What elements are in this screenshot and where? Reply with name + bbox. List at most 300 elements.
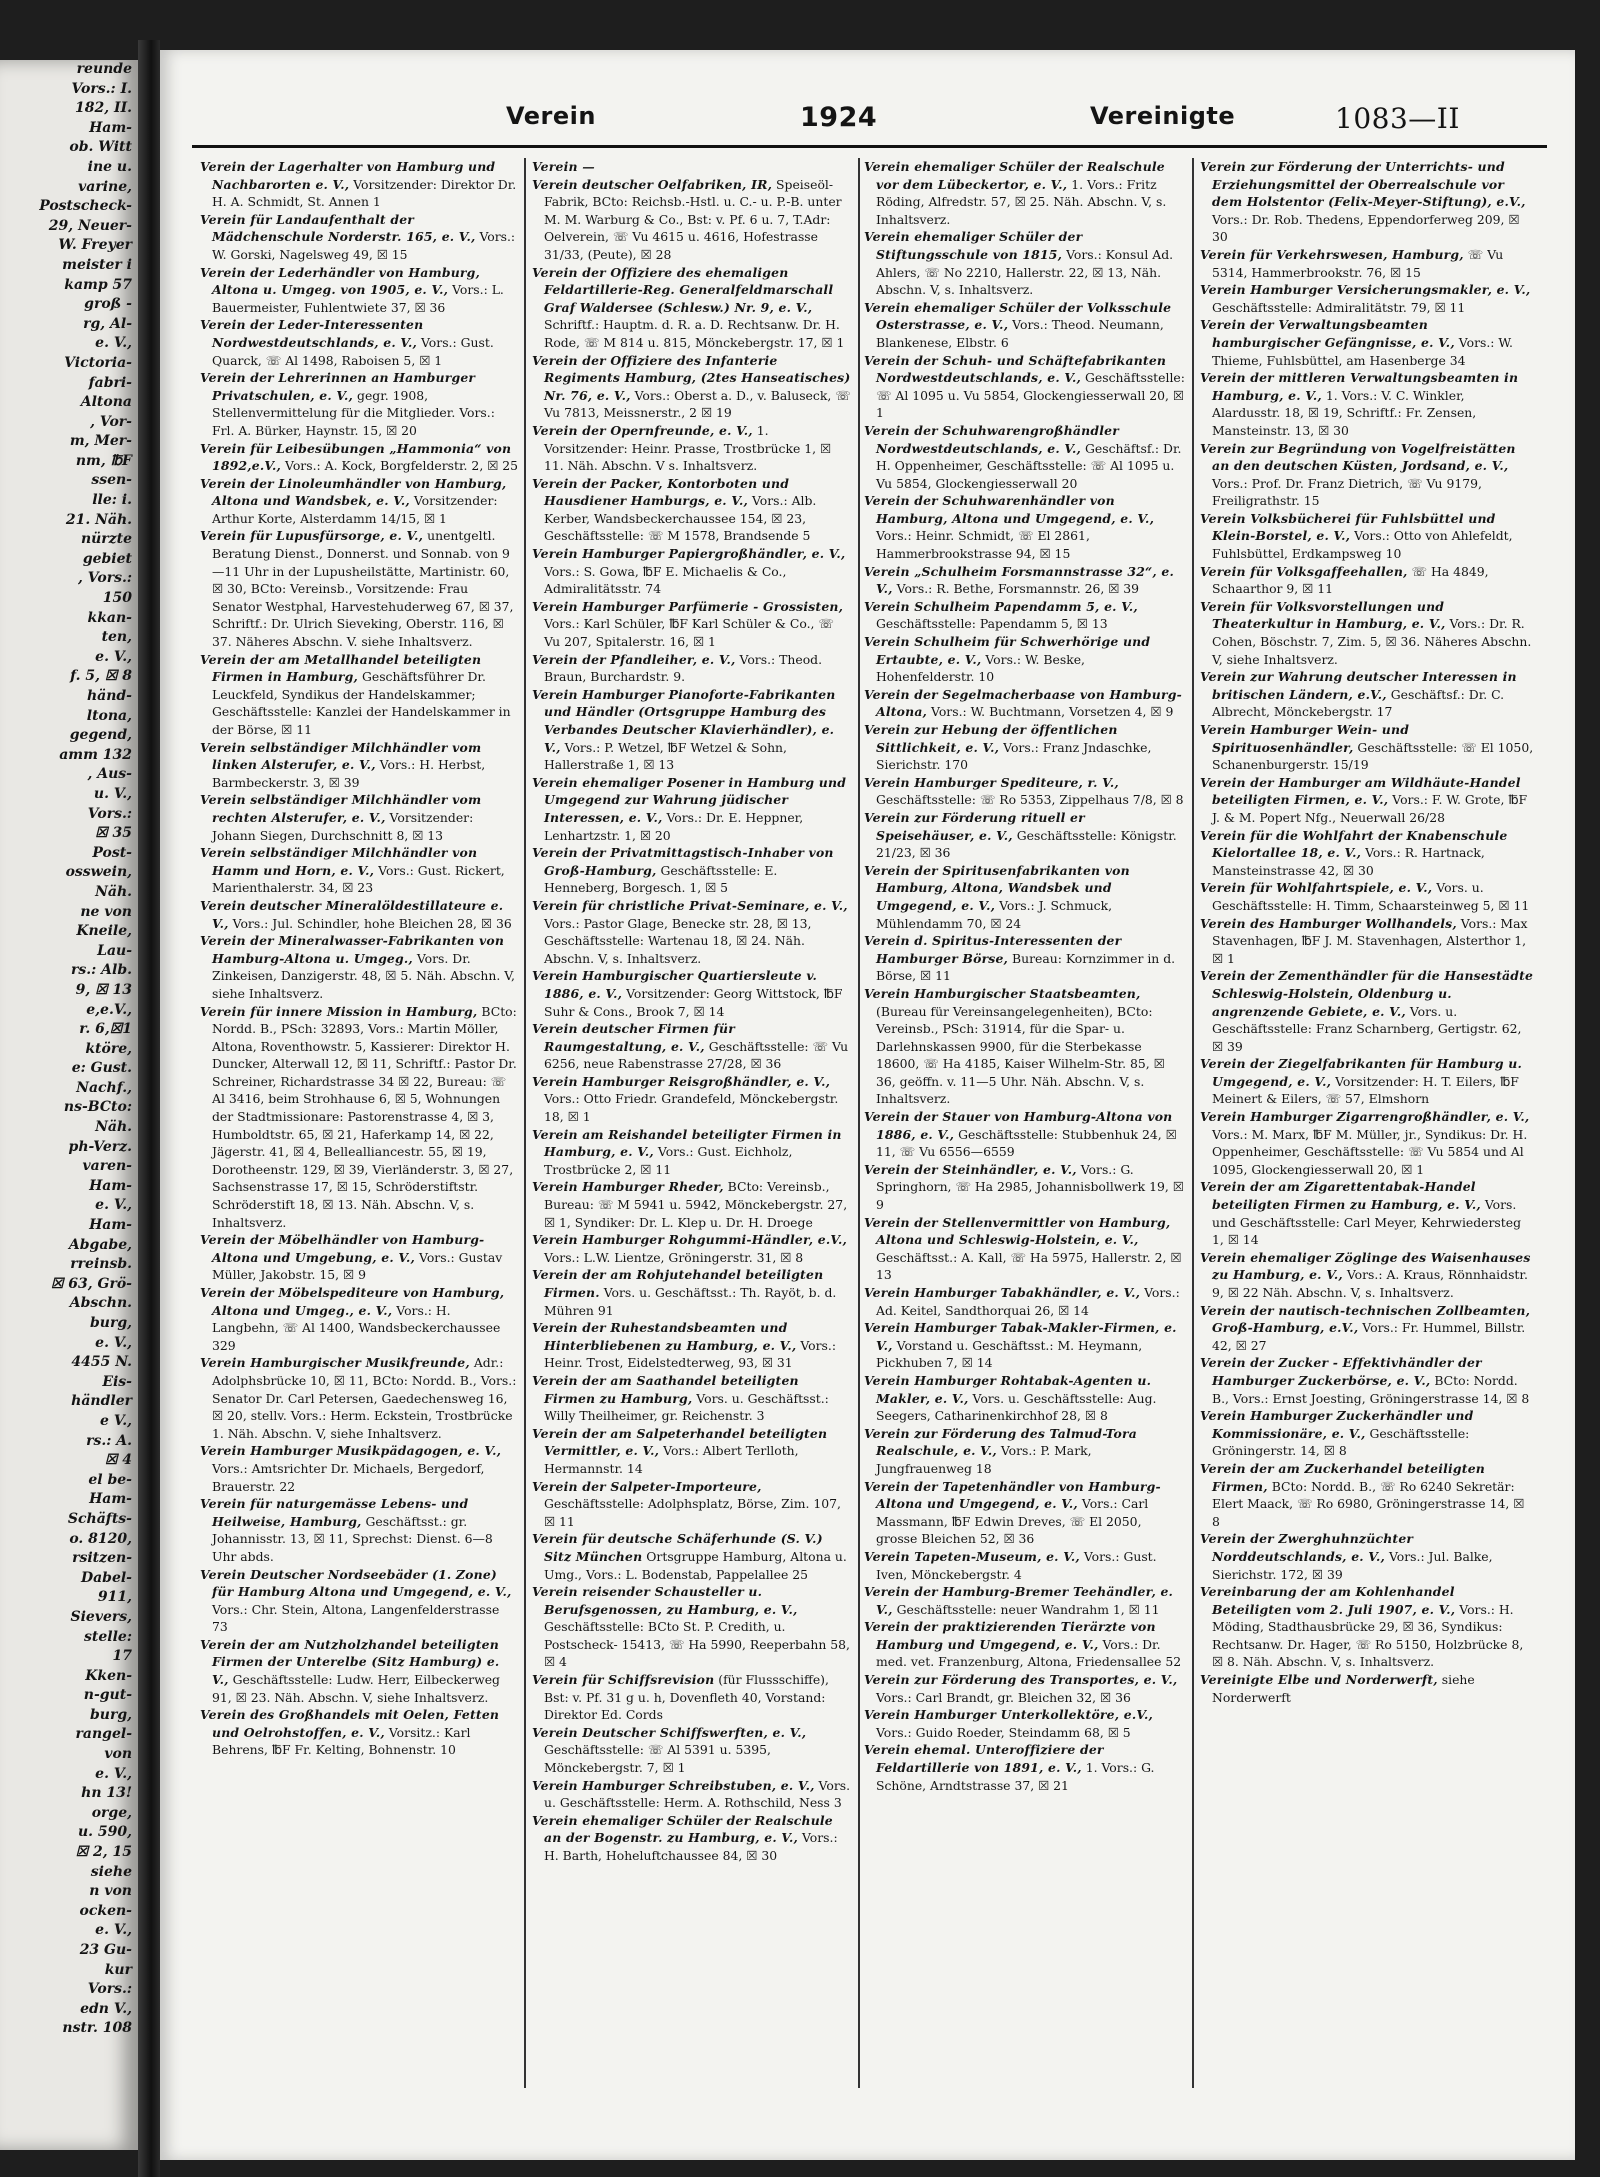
previous-page-fragment: 23 Gu- xyxy=(79,1942,132,1958)
directory-entry xyxy=(1200,1178,1535,1248)
entry-name: Verein für Verkehrswesen, Hamburg, xyxy=(1200,246,1464,262)
entry-details: Vorstand u. Geschäftsst.: M. Heymann, Pickhuben 7, ☒ 14 xyxy=(876,1337,1143,1371)
directory-entry xyxy=(1200,1407,1535,1460)
entry-details: Vors.: P. Wetzel, ℔F Wetzel & Sohn, Hallerstraße 1, ☒ 13 xyxy=(544,739,787,773)
entry-name: Verein zur Hebung der öffentlichen Sittlichkeit, e. V., xyxy=(864,722,1118,755)
entry-name: Verein Hamburger Papiergroßhändler, e. V., xyxy=(532,546,846,562)
entry-details: Geschäftsst.: gr. Johannisstr. 13, ☒ 11, Sprechst: Dienst. 6—8 Uhr abds. xyxy=(212,1513,493,1564)
previous-page-fragment: e. V., xyxy=(95,1765,132,1782)
directory-entry xyxy=(1200,510,1535,563)
entry-name: Verein Hamburgischer Quartiersleute v. 1886, e. V., xyxy=(532,968,818,1001)
entry-details: Vors.: A. Kock, Borgfelderstr. 2, ☒ 25 xyxy=(285,458,518,474)
previous-page-fragment: nm, ℔F xyxy=(75,452,132,469)
entry-details: Vors.: Heinr. Trost, Eidelstedterweg, 93, ☒ 31 xyxy=(544,1337,836,1371)
entry-details: BCto: Nordd. B., ☏ Ro 6240 Sekretär: Elert Maack, ☏ Ro 6980, Gröningerstrasse 14, ☒ 8 xyxy=(1212,1478,1525,1529)
entry-name: Verein Hamburger Musikpädagogen, e. V., xyxy=(200,1443,502,1459)
entry-name: Verein deutscher Firmen für Raumgestaltung, e. V., xyxy=(532,1021,735,1054)
entry-name: Verein der Lehrerinnen an Hamburger Privatschulen, e. V., xyxy=(200,370,476,403)
entry-name: Verein für Lupusfürsorge, e. V., xyxy=(200,528,424,544)
directory-entry xyxy=(200,1636,518,1706)
previous-page-fragment: e. V., xyxy=(95,648,132,665)
entry-details: Vors.: Ad. Keitel, Sandthorquai 26, ☒ 14 xyxy=(876,1285,1180,1318)
entry-details: Geschäftsf.: Dr. H. Oppenheimer, Geschäftsstelle: ☏ Al 1095 u. Vu 5854, Glockengiesserwall 20 xyxy=(876,440,1182,491)
previous-page-fragment: r. 6,☒1 xyxy=(79,1021,132,1038)
entry-name: Verein am Reishandel beteiligter Firmen in Hamburg, e. V., xyxy=(532,1126,842,1160)
entry-name: Vereinbarung der am Kohlenhandel Beteiligten vom 2. Juli 1907, e. V., xyxy=(1200,1584,1456,1617)
entry-details: Vorsitzender: Arthur Korte, Alsterdamm 14/15, ☒ 1 xyxy=(212,493,498,526)
directory-entry xyxy=(1200,281,1535,316)
entry-name: Verein ehemaliger Posener in Hamburg und Umgegend zur Wahrung jüdischer Interessen, e. V., xyxy=(532,774,847,825)
entry-name: Verein Deutscher Nordseebäder (1. Zone) für Hamburg Altona und Umgegend, e. V., xyxy=(200,1566,512,1600)
previous-page-fragment: Nachf., xyxy=(76,1079,132,1096)
directory-entry xyxy=(1200,915,1535,968)
entry-name: Verein für Leibesübungen „Hammonia“ von 1892,e.V., xyxy=(200,440,512,474)
entry-name: Verein Hamburger Rohtabak-Agenten u. Makler, e. V., xyxy=(864,1372,1152,1406)
previous-page-fragment: Post- xyxy=(92,844,132,861)
directory-entry xyxy=(532,651,852,686)
entry-details: Vors.: M. Marx, ℔F M. Müller, jr., Syndikus: Dr. H. Oppenheimer, Geschäftsstelle: ☏ Vu 5854 und Al 1095, Glockengiesserwall 20, ☒ 1 xyxy=(1212,1126,1528,1177)
previous-page-fragment: ocken- xyxy=(79,1902,132,1919)
previous-page-fragment: händ- xyxy=(86,688,132,704)
entry-details: Vors.: H. Barth, Hoheluftchaussee 84, ☒ 30 xyxy=(544,1830,838,1863)
entry-name: Verein der am Zuckerhandel beteiligten Firmen, xyxy=(1200,1460,1486,1494)
previous-page-fragment: Sievers, xyxy=(70,1608,132,1625)
entry-details: Vors.: Fr. Hummel, Billstr. 42, ☒ 27 xyxy=(1212,1320,1526,1353)
entry-name: Verein Hamburger Schreibstuben, e. V., xyxy=(532,1777,815,1793)
previous-page-fragment: gegend, xyxy=(69,727,132,744)
entry-name: Verein der Pfandleiher, e. V., xyxy=(532,651,736,667)
entry-details: Schriftf.: Hauptm. d. R. a. D. Rechtsanw. Dr. H. Rode, ☏ M 814 u. 815, Mönckebergstr. 17, ☒ 1 xyxy=(544,317,845,350)
directory-entry xyxy=(532,897,852,967)
directory-entry xyxy=(864,1425,1186,1478)
previous-page-fragment: fabri- xyxy=(88,374,132,391)
entry-name: Verein der Salpeter-Importeure, xyxy=(532,1478,762,1494)
entry-details: Vors.: Franz Jndaschke, Sierichstr. 170 xyxy=(876,739,1152,773)
entry-details: Vors.: S. Gowa, ℔F E. Michaelis & Co., Admiralitätsstr. 74 xyxy=(544,563,787,597)
directory-entry xyxy=(200,369,518,439)
entry-name: Verein für innere Mission in Hamburg, xyxy=(200,1003,478,1019)
entry-details: Vors.: Dr. R. Cohen, Böschstr. 7, Zim. 5, ☒ 36. Näheres Abschn. V, siehe Inhaltsverz. xyxy=(1212,616,1532,667)
entry-details: Vors.: Theod. Braun, Burchardstr. 9. xyxy=(544,651,823,685)
entry-name: Verein der am Saathandel beteiligten Firmen zu Hamburg, xyxy=(532,1372,799,1406)
entry-name: Verein der Leder-Interessenten Nordwestdeutschlands, e. V., xyxy=(200,317,424,350)
previous-page-fragment: varen- xyxy=(82,1158,132,1175)
directory-entry xyxy=(864,862,1186,932)
previous-page-fragment: rs.: Alb. xyxy=(70,962,132,979)
directory-entry xyxy=(1200,1249,1535,1302)
entry-name: Verein für Wohlfahrtspiele, e. V., xyxy=(1200,880,1433,896)
previous-page-fragment: burg, xyxy=(89,1315,132,1331)
directory-entry xyxy=(200,264,518,317)
directory-entry xyxy=(200,1442,518,1495)
previous-page-fragment: rangel- xyxy=(75,1726,132,1743)
previous-page-fragment: Altona xyxy=(80,394,132,411)
entry-details: Vors.: Chr. Stein, Altona, Langenfelderstrasse 73 xyxy=(212,1601,500,1635)
directory-entry xyxy=(1200,440,1535,510)
column-3 xyxy=(864,158,1186,2118)
directory-entry xyxy=(200,1284,518,1354)
directory-entry xyxy=(864,932,1186,985)
entry-details: Vors. Dr. Zinkeisen, Danzigerstr. 48, ☒ 5. Näh. Abschn. V, siehe Inhaltsverz. xyxy=(212,950,515,1001)
entry-name: Verein der am Zigarettentabak-Handel beteiligten Firmen zu Hamburg, e. V., xyxy=(1200,1179,1481,1213)
previous-page-fragment: orge, xyxy=(91,1804,132,1821)
entry-details: 1. Vors.: V. C. Winkler, Alardusstr. 18, ☒ 19, Schriftf.: Fr. Zensen, Mansteinstr. 13, ☒ 30 xyxy=(1212,387,1477,438)
entry-name: Verein der Zementhändler für die Hansestädte Schleswig-Holstein, Oldenburg u. angrenzende Gebiete, e. V., xyxy=(1200,968,1534,1019)
entry-name: Verein Hamburger Tabakhändler, e. V., xyxy=(864,1285,1141,1300)
entry-details: 1. Vorsitzender: Heinr. Prasse, Trostbrücke 1, ☒ 11. Näh. Abschn. V s. Inhaltsverz. xyxy=(544,422,832,474)
previous-page-fragment: ☒ 2, 15 xyxy=(75,1844,132,1861)
entry-details: BCto: Nordd. B., PSch: 32893, Vors.: Martin Möller, Altona, Roventhowstr. 5, Kassierer: Direktor H. Duncker, Alterwall 12, ☒ 11, Schriftf.: Pastor Dr. Schreiner, Richardstrasse 34 ☒ 22, Bureau: ☏ Al 3416, beim Strohhause 6, ☒ 5, Wohnungen der Stadtmissionare: Pastorenstrasse 4, ☒ 3, Humboldtstr. 65, ☒ 21, Haferkamp 14, ☒ 22, Jägerstr. 41, ☒ 4, Bellealliancestr. 55, ☒ 19, Dorotheenstr. 129, ☒ 39, Vierländerstr. 3, ☒ 27, Sachsenstrasse 17, ☒ 15, Schröderstiftstr. Schröderstift 18, ☒ 13. Näh. Abschn. V, s. Inhaltsverz. xyxy=(212,1003,517,1230)
column-divider xyxy=(524,158,526,2088)
previous-page-fragment: Schäfts- xyxy=(67,1510,132,1527)
previous-page-fragment: 911, xyxy=(97,1589,132,1606)
previous-page-fragment: Eis- xyxy=(102,1373,132,1390)
previous-page-fragment: e,e.V., xyxy=(86,1001,132,1018)
entry-details: BCto: Vereinsb., Bureau: ☏ M 5941 u. 5942, Mönckebergstr. 27, ☒ 1, Syndiker: Dr. L. Klep u. Dr. H. Droege xyxy=(544,1179,848,1230)
entry-details: Vors.: A. Kraus, Rönnhaidstr. 9, ☒ 22 Näh. Abschn. V, s. Inhaltsverz. xyxy=(1212,1267,1528,1300)
entry-details: Vors.: G. Springhorn, ☏ Ha 2985, Johannisbollwerk 19, ☒ 9 xyxy=(876,1161,1184,1213)
directory-entry xyxy=(532,1724,852,1777)
entry-details: Vorsitzender: Johann Siegen, Durchschnitt 8, ☒ 13 xyxy=(212,809,474,843)
previous-page-fragment: ☒ 35 xyxy=(95,825,132,842)
entry-details: Geschäftsstelle: BCto St. P. Credith, u. Postscheck- 15413, ☏ Ha 5990, Reeperbahn 58, ☒ 4 xyxy=(544,1619,850,1670)
directory-entry xyxy=(532,1020,852,1073)
previous-page-fragment: rs.: A. xyxy=(86,1432,132,1449)
entry-name: Verein für Landaufenthalt der Mädchenschule Norderstr. 165, e. V., xyxy=(200,211,476,245)
directory-entry xyxy=(864,352,1186,422)
directory-entry xyxy=(532,158,852,176)
directory-entry xyxy=(864,985,1186,1108)
entry-name: Verein selbständiger Milchhändler vom rechten Alsterufer, e. V., xyxy=(200,792,482,825)
directory-entry xyxy=(532,686,852,774)
previous-page-fragment: e V., xyxy=(100,1412,132,1429)
entry-name: Vereinigte Elbe und Norderwerft, xyxy=(1200,1672,1438,1688)
directory-entry xyxy=(200,739,518,792)
entry-details: Adr.: Adolphsbrücke 10, ☒ 11, BCto: Nordd. B., Vors.: Senator Dr. Carl Petersen, Gaedechensweg 16, ☒ 20, stellv. Vors.: Herm. Eckstein, Trostbrücke 1. Näh. Abschn. V, siehe Inhaltsverz. xyxy=(212,1355,517,1441)
entry-name: Verein der Stauer von Hamburg-Altona von 1886, e. V., xyxy=(864,1109,1173,1142)
previous-page-fragment: ten, xyxy=(101,629,132,646)
entry-name: Verein Hamburger Pianoforte-Fabrikanten und Händler (Ortsgruppe Hamburg des Verbandes Deutscher Klavierhändler), e. V., xyxy=(532,686,836,755)
entry-details: 1. Vors.: G. Schöne, Arndtstrasse 37, ☒ 21 xyxy=(876,1760,1155,1793)
entry-details: Vors.: Guido Roeder, Steindamm 68, ☒ 5 xyxy=(876,1724,1131,1740)
previous-page-fragment: e. V., xyxy=(95,1922,132,1939)
directory-entry xyxy=(864,1618,1186,1671)
previous-page-fragment: siehe xyxy=(90,1863,132,1880)
entry-name: Verein der am Salpeterhandel beteiligten Vermittler, e. V., xyxy=(532,1425,828,1459)
entry-details: Vors. u. Geschäftsstelle: Franz Scharnberg, Gertigstr. 62, ☒ 39 xyxy=(1212,1003,1522,1054)
entry-details: Geschäftsstelle: ☏ Al 5391 u. 5395, Mönckebergstr. 7, ☒ 1 xyxy=(544,1742,771,1776)
entry-name: Verein der Privatmittagstisch-Inhaber von Groß-Hamburg, xyxy=(532,845,834,878)
entry-name: Verein für deutsche Schäferhunde (S. V.) Sitz München xyxy=(532,1531,823,1564)
directory-entry xyxy=(532,967,852,1020)
entry-name: Verein Hamburger Spediteure, r. V., xyxy=(864,774,1119,790)
directory-entry xyxy=(532,1478,852,1531)
entry-name: Verein ehemal. Unteroffiziere der Feldartillerie von 1891, e. V., xyxy=(864,1742,1104,1776)
previous-page-fragment: Näh. xyxy=(95,1119,132,1136)
entry-name: Verein der Tapetenhändler von Hamburg-Altona und Umgegend, e. V., xyxy=(864,1478,1161,1512)
entry-details: Vors.: Pastor Glage, Benecke str. 28, ☒ 13, Geschäftsstelle: Wartenau 18, ☒ 24. Näh. Abschn. V, s. Inhaltsverz. xyxy=(544,915,812,966)
previous-page-fragment: kamp 57 xyxy=(64,276,132,293)
entry-name: Verein der Möbelspediteure von Hamburg, Altona und Umgeg., e. V., xyxy=(200,1285,505,1318)
entry-name: Verein deutscher Oelfabriken, IR, xyxy=(532,176,773,192)
previous-page-fragment: 29, Neuer- xyxy=(48,217,132,234)
previous-page-fragment: ☒ 4 xyxy=(104,1452,132,1469)
previous-page-fragment: ktöre, xyxy=(85,1040,132,1057)
entry-name: Verein Hamburger Zuckerhändler und Kommissionäre, e. V., xyxy=(1200,1408,1474,1441)
entry-details: Vors.: Max Stavenhagen, ℔F J. M. Stavenhagen, Alsterthor 1, ☒ 1 xyxy=(1212,915,1528,966)
previous-page-fragment: e. V., xyxy=(95,335,132,352)
entry-details: Vors.: L. Bauermeister, Fuhlentwiete 37, ☒ 36 xyxy=(212,282,504,315)
entry-name: Verein Hamburger Rohgummi-Händler, e.V., xyxy=(532,1232,848,1248)
directory-entry xyxy=(864,158,1186,228)
previous-page-fragment: el be- xyxy=(88,1471,132,1488)
previous-page-fragment: Ham- xyxy=(89,1177,132,1194)
entry-name: Verein der mittleren Verwaltungsbeamten in Hamburg, e. V., xyxy=(1200,370,1519,403)
entry-name: Verein Hamburger Tabak-Makler-Firmen, e. V., xyxy=(864,1320,1177,1353)
entry-name: Verein der Offiziere des ehemaligen Feldartillerie-Reg. Generalfeldmarschall Graf Waldersee (Schlesw.) Nr. 9, e. V., xyxy=(532,264,834,315)
entry-details: Vors.: J. Schmuck, Mühlendamm 70, ☒ 24 xyxy=(876,897,1113,931)
entry-name: Verein der Möbelhändler von Hamburg-Altona und Umgebung, e. V., xyxy=(200,1232,485,1265)
entry-details: Vors.: Alb. Kerber, Wandsbeckerchaussee 154, ☒ 23, Geschäftsstelle: ☏ M 1578, Brandsende 5 xyxy=(544,493,817,544)
entry-details: Geschäftsstelle: Admiralitätstr. 79, ☒ 11 xyxy=(1212,299,1466,315)
page-header xyxy=(160,102,1575,142)
column-divider xyxy=(858,158,860,2088)
entry-name: Verein Hamburger Rheder, xyxy=(532,1179,724,1195)
directory-entry xyxy=(200,651,518,739)
previous-page-fragment: ssen- xyxy=(91,472,132,489)
entry-name: Verein der am Nutzholzhandel beteiligten Firmen der Unterelbe (Sitz Hamburg) e. V., xyxy=(200,1636,500,1688)
entry-details: Vors.: Gustav Müller, Jakobstr. 15, ☒ 9 xyxy=(212,1249,503,1283)
entry-name: Verein der Ziegelfabrikanten für Hamburg u. Umgegend, e. V., xyxy=(1200,1056,1523,1089)
entry-details: Geschäftsstelle: ☏ Vu 6256, neue Rabenstrasse 27/28, ☒ 36 xyxy=(544,1038,849,1072)
entry-details: Vors. u. Geschäftsst.: Willy Theilheimer, gr. Reichenstr. 3 xyxy=(544,1390,829,1424)
directory-entry xyxy=(200,791,518,844)
previous-page-fragment: ☒ 63, Grö- xyxy=(50,1275,132,1292)
previous-page-fragment: ne von xyxy=(80,903,132,920)
previous-page-fragment: Dabel- xyxy=(80,1569,132,1586)
header-year: 1924 xyxy=(800,102,878,133)
previous-page-fragment: nürzte xyxy=(80,531,132,548)
directory-entry xyxy=(532,1178,852,1231)
entry-details: Geschäftsstelle: Stubbenhuk 24, ☒ 11, ☏ Vu 6556—6559 xyxy=(876,1126,1177,1160)
entry-name: Verein der Zucker - Effektivhändler der Hamburger Zuckerbörse, e. V., xyxy=(1200,1355,1482,1388)
previous-page-fragment: hn 13! xyxy=(81,1785,132,1802)
entry-details: Vors.: L.W. Lientze, Gröningerstr. 31, ☒ 8 xyxy=(544,1249,804,1265)
entry-details: Vors.: Jul. Balke, Sierichstr. 172, ☒ 39 xyxy=(1212,1548,1493,1582)
entry-name: Verein Hamburger Reisgroßhändler, e. V., xyxy=(532,1073,831,1089)
directory-entry xyxy=(864,1372,1186,1425)
entry-details: Vors.: Carl Brandt, gr. Bleichen 32, ☒ 36 xyxy=(876,1689,1131,1705)
previous-page-fragment: u. 590, xyxy=(77,1824,132,1841)
previous-page-fragment: händler xyxy=(71,1393,132,1410)
directory-entry xyxy=(532,422,852,475)
entry-details: Geschäftsstelle: ☏ El 1050, Schanenburgerstr. 15/19 xyxy=(1212,739,1534,773)
entry-details: Geschäftsstelle: Ludw. Herr, Eilbeckerweg 91, ☒ 23. Näh. Abschn. V, siehe Inhaltsverz. xyxy=(212,1672,500,1705)
previous-page-fragment: 17 xyxy=(112,1648,132,1665)
previous-page-fragment: 182, II. xyxy=(75,100,132,117)
previous-page-fragment: rsitzen- xyxy=(72,1550,132,1567)
directory-entry xyxy=(864,721,1186,774)
directory-entry xyxy=(1200,158,1535,246)
entry-details: Vors.: R. Bethe, Forsmannstr. 26, ☒ 39 xyxy=(896,581,1140,597)
previous-page-fragment: Ham- xyxy=(89,119,132,136)
entry-name: Verein zur Begründung von Vogelfreistätten an den deutschen Küsten, Jordsand, e. V., xyxy=(1200,440,1516,474)
directory-entry xyxy=(532,1126,852,1179)
previous-page-fragment: W. Freyer xyxy=(58,237,132,254)
directory-entry xyxy=(1200,563,1535,598)
entry-details: Vors.: Gust. Quarck, ☏ Al 1498, Raboisen 5, ☒ 1 xyxy=(212,334,494,368)
entry-name: Verein des Großhandels mit Oelen, Fetten und Oelrohstoffen, e. V., xyxy=(200,1707,500,1740)
entry-details: Geschäftsstelle: ☏ Al 1095 u. Vu 5854, Glockengiesserwall 20, ☒ 1 xyxy=(876,370,1185,421)
entry-name: Verein der Opernfreunde, e. V., xyxy=(532,422,753,438)
entry-name: Verein zur Förderung rituell er Speisehäuser, e. V., xyxy=(864,809,1085,843)
directory-entry xyxy=(1200,369,1535,439)
entry-details: Geschäftsstelle: Gröningerstr. 14, ☒ 8 xyxy=(1212,1425,1470,1459)
entry-name: Verein der Packer, Kontorboten und Hausdiener Hamburgs, e. V., xyxy=(532,475,790,509)
entry-details: Vors.: Oberst a. D., v. Baluseck, ☏ Vu 7813, Meissnerstr., 2 ☒ 19 xyxy=(544,387,851,421)
entry-name: Verein der praktizierenden Tierärzte von Hamburg und Umgegend, e. V., xyxy=(864,1619,1156,1652)
entry-details: Vors.: Prof. Dr. Franz Dietrich, ☏ Vu 9179, Freiligrathstr. 15 xyxy=(1212,475,1482,509)
entry-details: Ortsgruppe Hamburg, Altona u. Umg., Vors.: L. Bodenstab, Pappelallee 25 xyxy=(544,1548,847,1582)
entry-name: Verein Hamburger Wein- und Spirituosenhändler, xyxy=(1200,722,1410,755)
entry-details: Geschäftsstelle: ☏ Ro 5353, Zippelhaus 7/8, ☒ 8 xyxy=(876,792,1184,808)
entry-name: Verein zur Förderung der Unterrichts- und Erziehungsmittel der Oberrealschule vor dem Holstentor (Felix-Meyer-Stiftung), e.V., xyxy=(1200,159,1526,210)
directory-entry xyxy=(532,844,852,897)
directory-entry xyxy=(1200,1055,1535,1108)
directory-entry xyxy=(864,1741,1186,1794)
directory-entry xyxy=(864,1706,1186,1741)
directory-entry xyxy=(200,1003,518,1232)
previous-page-fragment: ns-BCto: xyxy=(63,1099,132,1116)
entry-name: Verein der am Rohjutehandel beteiligten Firmen. xyxy=(532,1267,824,1300)
entry-name: Verein Hamburger Versicherungsmakler, e. V., xyxy=(1200,282,1531,298)
entry-details: Vors.: P. Mark, Jungfrauenweg 18 xyxy=(876,1443,1092,1476)
entry-details: Vors. u. Geschäftsstelle: Aug. Seegers, Catharinenkirchhof 28, ☒ 8 xyxy=(876,1390,1157,1424)
entry-details: Vors.: Gust. Iven, Mönckebergstr. 4 xyxy=(876,1548,1157,1582)
entry-name: Verein ehemaliger Schüler der Realschule vor dem Lübeckertor, e. V., xyxy=(864,159,1165,192)
directory-entry xyxy=(532,1266,852,1319)
header-rule xyxy=(192,145,1547,148)
previous-page-fragment: kur xyxy=(104,1961,132,1978)
entry-details: Vors.: Dr. Rob. Thedens, Eppendorferweg 209, ☒ 30 xyxy=(1212,211,1520,245)
directory-entry xyxy=(532,352,852,422)
entry-details: Vors. u. Geschäftsstelle: Herm. A. Rothschild, Ness 3 xyxy=(544,1777,851,1811)
previous-page-fragment: gebiet xyxy=(82,550,132,567)
entry-details: (für Flussschiffe), Bst: v. Pf. 31 g u. h, Dovenfleth 40, Vorstand: Direktor Ed. Cords xyxy=(544,1672,829,1723)
directory-entry xyxy=(532,1231,852,1266)
directory-entry xyxy=(864,1583,1186,1618)
previous-page-fragment: u. V., xyxy=(93,785,132,802)
entry-name: Verein der Schuhwarenhändler von Hamburg, Altona und Umgegend, e. V., xyxy=(864,493,1155,526)
previous-page-fragment: Kneile, xyxy=(76,923,132,940)
entry-name: Verein für die Wohlfahrt der Knabenschule Kielortallee 18, e. V., xyxy=(1200,827,1508,861)
entry-details: Vorsitzender: Direktor Dr. H. A. Schmidt, St. Annen 1 xyxy=(212,176,517,210)
previous-page-fragment: Ham- xyxy=(89,1491,132,1508)
directory-entry xyxy=(532,475,852,545)
entry-details: Speiseöl-Fabrik, BCto: Reichsb.-Hstl. u. C.- u. P.-B. unter M. M. Warburg & Co., Bst: v. Pf. 6 u. 7, T.Adr: Oelverein, ☏ Vu 4615 u. 4616, Hofestrasse 31/33, (Peute), ☒ 28 xyxy=(544,176,842,262)
entry-details: Geschäftsführer Dr. Leuckfeld, Syndikus der Handelskammer; Geschäftsstelle: Kanzlei der Handelskammer in der Börse, ☒ 11 xyxy=(212,669,511,737)
directory-entry xyxy=(864,492,1186,562)
entry-details: Vorsitzender: H. T. Eilers, ℔F Meinert & Eilers, ☏ 57, Elmshorn xyxy=(1212,1073,1519,1107)
directory-entry xyxy=(1200,1530,1535,1583)
directory-entry xyxy=(200,932,518,1002)
entry-details: Vorsitzender: Georg Wittstock, ℔F Suhr & Cons., Brook 7, ☒ 14 xyxy=(544,985,843,1019)
previous-page-fragment: Lau- xyxy=(97,942,132,959)
entry-details: unentgeltl. Beratung Dienst., Donnerst. und Sonnab. von 9—11 Uhr in der Lupusheilstätte, Martinistr. 60, ☒ 30, BCto: Vereinsb., Vorsitzende: Frau Senator Westphal, Harvestehuderweg 67, ☒ 37, Schriftf.: Dr. Ulrich Sieveking, Oberstr. 116, ☒ 37. Näheres Abschn. V. siehe Inhaltsverz. xyxy=(212,528,514,650)
directory-entry xyxy=(532,176,852,264)
directory-entry xyxy=(200,158,518,211)
entry-details: Vors. und Geschäftsstelle: Carl Meyer, Kehrwiedersteg 1, ☒ 14 xyxy=(1212,1197,1522,1248)
directory-entry xyxy=(532,1530,852,1583)
directory-entry xyxy=(200,440,518,475)
entry-details: siehe Norderwerft xyxy=(1212,1672,1475,1705)
previous-page-fragment: n von xyxy=(89,1883,132,1900)
previous-page-fragment: Postscheck- xyxy=(39,198,132,215)
directory-entry xyxy=(864,1478,1186,1548)
entry-name: Verein der Lagerhalter von Hamburg und Nachbarorten e. V., xyxy=(200,159,496,192)
entry-details: Vors.: W. Beske, Hohenfelderstr. 10 xyxy=(876,651,1085,685)
entry-details: 1. Vors.: Fritz Röding, Alfredstr. 57, ☒ 25. Näh. Abschn. V, s. Inhaltsverz. xyxy=(876,176,1167,227)
previous-page-fragment: , Aus- xyxy=(87,766,132,783)
directory-entry xyxy=(1200,1108,1535,1178)
entry-details: Geschäftsf.: Dr. C. Albrecht, Mönckebergstr. 17 xyxy=(1212,686,1505,720)
entry-name: Verein Hamburger Unterkollektöre, e.V., xyxy=(864,1707,1154,1723)
entry-details: Vors.: Otto von Ahlefeldt, Fuhlsbüttel, Erdkampsweg 10 xyxy=(1212,528,1513,562)
entry-name: Verein reisender Schausteller u. Berufsgenossen, zu Hamburg, e. V., xyxy=(532,1584,798,1617)
entry-name: Verein für Schiffsrevision xyxy=(532,1672,715,1688)
directory-entry xyxy=(864,228,1186,298)
entry-name: Verein Hamburger Parfümerie - Grossisten, xyxy=(532,598,844,614)
directory-entry xyxy=(864,1214,1186,1284)
entry-details: Vors.: F. W. Grote, ℔F J. & M. Popert Nfg., Neuerwall 26/28 xyxy=(1212,792,1528,825)
entry-details: Vors.: H. Herbst, Barmbeckerstr. 3, ☒ 39 xyxy=(212,757,486,790)
previous-page-fragment: amm 132 xyxy=(59,746,132,763)
entry-details: Vors. u. Geschäftsstelle: H. Timm, Schaarsteinweg 5, ☒ 11 xyxy=(1212,880,1530,913)
header-right-keyword: Vereinigte xyxy=(1090,102,1236,130)
directory-entry xyxy=(864,1319,1186,1372)
directory-entry xyxy=(864,1671,1186,1706)
previous-page-fragment: Kken- xyxy=(85,1667,132,1684)
entry-name: Verein Hamburgischer Musikfreunde, xyxy=(200,1355,470,1371)
entry-name: Verein der Mineralwasser-Fabrikanten von Hamburg-Altona u. Umgeg., xyxy=(200,933,505,966)
entry-name: Verein Schulheim Papendamm 5, e. V., xyxy=(864,598,1138,614)
entry-name: Verein deutscher Mineralöldestillateure e. V., xyxy=(200,897,504,931)
previous-page-fragment: ltona, xyxy=(86,707,132,724)
entry-name: Verein der Hamburg-Bremer Teehändler, e. V., xyxy=(864,1584,1174,1617)
previous-page-fragment: stelle: xyxy=(84,1628,132,1645)
entry-name: Verein zur Förderung des Talmud-Tora Realschule, e. V., xyxy=(864,1425,1137,1459)
entry-details: Geschäftsstelle: Adolphsplatz, Börse, Zim. 107, ☒ 11 xyxy=(544,1496,841,1529)
entry-name: Verein der Stellenvermittler von Hamburg, Altona und Schleswig-Holstein, e. V., xyxy=(864,1214,1171,1248)
previous-page-fragment: 9, ☒ 13 xyxy=(75,981,132,998)
entry-details: Vors.: H. Langbehn, ☏ Al 1400, Wandsbeckerchaussee 329 xyxy=(212,1302,501,1353)
entry-name: Verein selbständiger Milchhändler von Hamm und Horn, e. V., xyxy=(200,845,478,878)
directory-entry xyxy=(864,774,1186,809)
page-number: 1083—II xyxy=(1335,102,1460,135)
previous-page-fragment: Vors.: xyxy=(87,1981,132,1998)
directory-entry xyxy=(532,1583,852,1671)
previous-page-fragment: ph-Verz. xyxy=(68,1138,132,1155)
previous-page-fragment: e. V., xyxy=(95,1334,132,1351)
previous-page-fragment: reunde xyxy=(76,61,132,77)
entry-details: Vors.: Konsul Ad. Ahlers, ☏ No 2210, Hallerstr. 22, ☒ 13, Näh. Abschn. V, s. Inhaltsverz. xyxy=(876,246,1174,298)
previous-page-fragment: , Vors.: xyxy=(78,570,132,587)
previous-page-fragment: kkan- xyxy=(87,609,132,626)
entry-name: Verein Hamburgischer Staatsbeamten, xyxy=(864,985,1141,1001)
directory-entry xyxy=(532,1671,852,1724)
entry-details: gegr. 1908, Stellenvermittelung für die Mitglieder. Vors.: Frl. A. Bürker, Haynstr. 15, ☒ 20 xyxy=(212,387,495,438)
entry-name: Verein der Verwaltungsbeamten hamburgischer Gefängnisse, e. V., xyxy=(1200,317,1455,350)
